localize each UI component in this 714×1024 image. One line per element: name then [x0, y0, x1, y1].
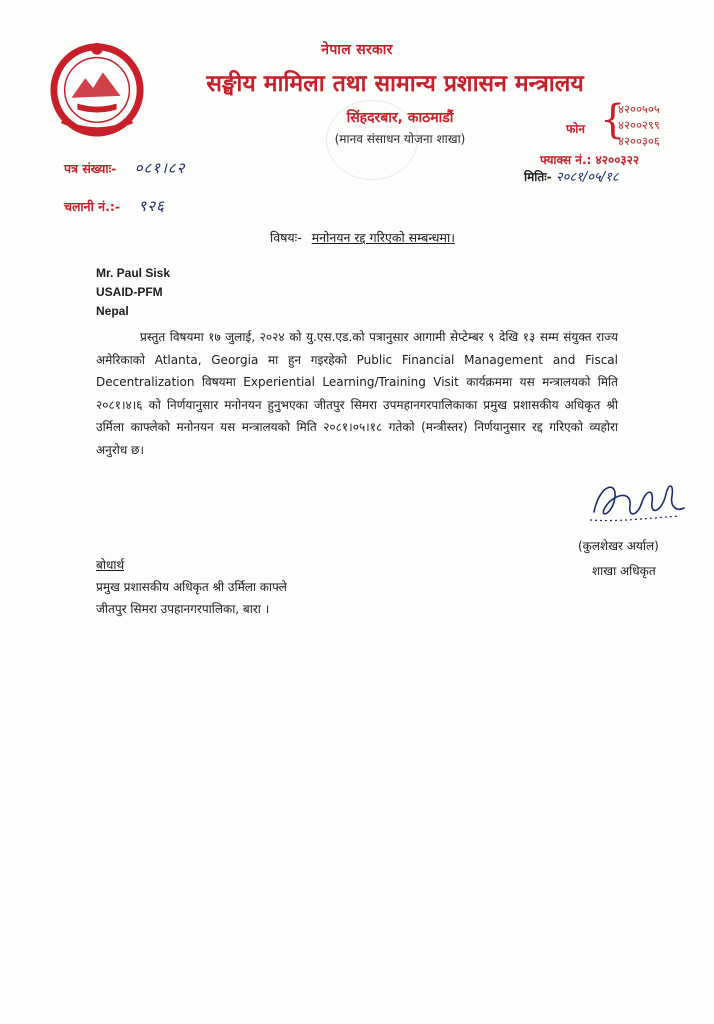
- subject-label: विषयः-: [270, 230, 302, 245]
- fax-number: फ्याक्स नं.: ४२००३२२: [540, 153, 640, 167]
- addressee-block: [96, 264, 170, 321]
- letter-number-label: पत्र संख्याः-: [64, 161, 117, 176]
- dispatch-number-value: ९२६: [138, 197, 165, 215]
- addressee-country: Nepal: [96, 304, 129, 318]
- date-label: मितिः-: [524, 170, 552, 184]
- signature-scribble: [580, 472, 690, 534]
- signer-name: (कुलशेखर अर्याल): [578, 539, 659, 553]
- phone-list: [618, 101, 660, 149]
- date-value: २०८१/०५/१८: [555, 170, 619, 185]
- cc-item: प्रमुख प्रशासकीय अधिकृत श्री उर्मिला काफ्ले: [96, 580, 287, 594]
- phone-label: फोन: [566, 122, 586, 136]
- ministry-location: सिंहदरबार, काठमाडौं: [346, 110, 454, 126]
- letter-number-value: ०८१।८२: [134, 159, 186, 177]
- government-title: नेपाल सरकार: [321, 42, 393, 58]
- addressee-name: Mr. Paul Sisk: [96, 266, 171, 280]
- letter-body: प्रस्तुत विषयमा १७ जुलाई, २०२४ को यु.एस.एड.को पत्रानुसार आगामी सेप्टेम्बर ९ देखि १३ सम्म संयुक्त राज्य अमेरिकाको Atlanta, Georgia मा हुन गइरहेको Public Financial Management and Fiscal Decentralization विषयमा Experiential Learning/Training Visit कार्यक्रममा यस मन्त्रालयको मिति २०८१।४।६ को निर्णयानुसार मनोनयन हुनुभएका जीतपुर सिमरा उपमहानगरपालिकाका प्रमुख प्रशासकीय अधिकृत श्री उर्मिला काफ्लेको मनोनयन यस मन्त्रालयको मिति २०८१।०५।१८ गतेको (मन्त्रीस्तर) निर्णयानुसार रद्द गरिएको व्यहोरा अनुरोध छ।: [96, 330, 618, 457]
- subject-line: [270, 229, 455, 246]
- dispatch-number-label: चलानी नं.:-: [64, 199, 121, 214]
- subject-text: मनोनयन रद्द गरिएको सम्बन्धमा।: [311, 230, 455, 245]
- ministry-name: सङ्घीय मामिला तथा सामान्य प्रशासन मन्त्रालय: [206, 71, 584, 97]
- phone-number: ४२००५०५: [618, 102, 660, 116]
- phone-number: ४२००२९९: [618, 118, 660, 132]
- phone-brace: {: [600, 97, 626, 143]
- letter-number: [64, 158, 185, 178]
- addressee-org: USAID-PFM: [96, 285, 163, 299]
- cc-item: जीतपुर सिमरा उपहानगरपालिका, बारा ।: [96, 602, 270, 616]
- cc-list: [96, 576, 287, 620]
- dispatch-number: [64, 196, 165, 216]
- section-name: (मानव संसाधन योजना शाखा): [334, 132, 466, 146]
- phone-number: ४२००३०६: [618, 134, 660, 148]
- cc-title: बोधार्थ: [96, 558, 125, 572]
- letter-date: [524, 167, 619, 185]
- signer-title: शाखा अधिकृत: [592, 564, 656, 578]
